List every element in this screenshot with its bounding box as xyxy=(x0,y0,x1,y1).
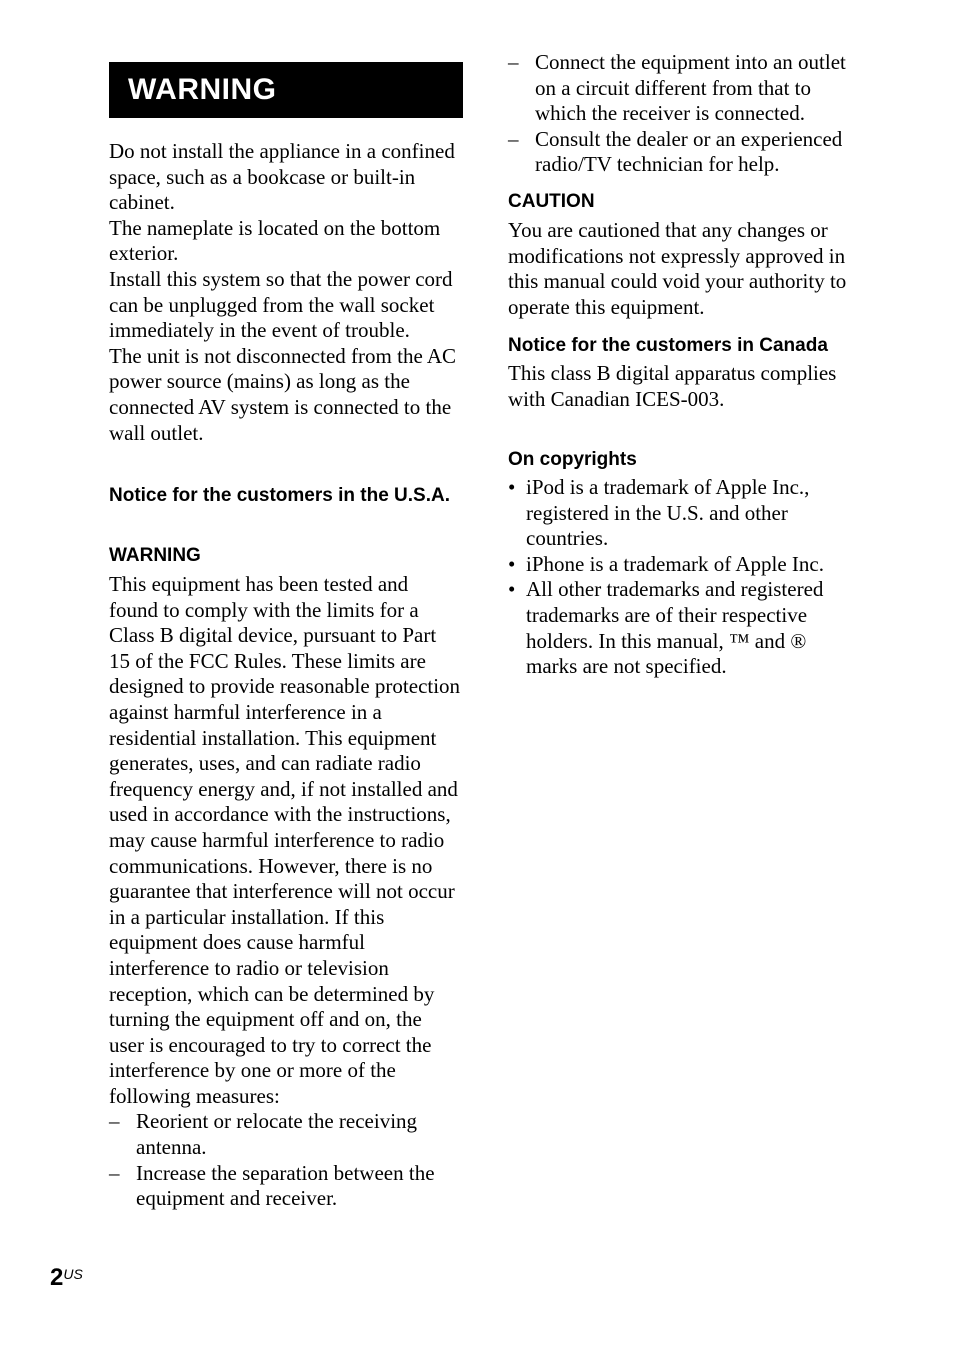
list-item xyxy=(508,552,860,578)
dash-marker: – xyxy=(508,50,519,74)
canada-paragraph: This class B digital apparatus complies with Canadian ICES-003. xyxy=(508,361,837,411)
measure-text: Increase the separation between the equipment and receiver. xyxy=(136,1160,435,1211)
list-item xyxy=(109,1109,461,1160)
copyright-text: All other trademarks and registered trademarks are of their respective holders. In this manual, ™ and ® marks are not specified. xyxy=(526,577,824,679)
measure-text: Reorient or relocate the receiving antenna. xyxy=(136,1109,418,1160)
dash-marker: – xyxy=(109,1109,120,1134)
copyright-text: iPod is a trademark of Apple Inc., registered in the U.S. and other countries. xyxy=(526,475,810,551)
warning-banner xyxy=(109,62,463,118)
canada-section xyxy=(508,334,860,412)
measure-text: Connect the equipment into an outlet on a circuit different from that to which the receiver is connected. xyxy=(535,50,846,126)
caution-heading: CAUTION xyxy=(508,191,595,212)
page-number xyxy=(50,1264,83,1292)
list-item xyxy=(508,127,860,178)
bullet-marker: • xyxy=(508,475,516,499)
list-item xyxy=(508,50,860,127)
dash-marker: – xyxy=(109,1160,120,1185)
list-item xyxy=(109,1161,461,1212)
fcc-paragraph: This equipment has been tested and found to comply with the limits for a Class B digital device, pursuant to Part 15 of the FCC Rules. These limits are designed to provide reasonable protection against harmful interference in a residential installation. This equipment generates, uses, and can radiate radio frequency energy and, if not installed and used in accordance with the instructions, may cause harmful interference to radio communications. However, there is no guarantee that interference will not occur in a particular installation. If this equipment does cause harmful interference to radio or television reception, which can be determined by turning the equipment off and on, the user is encouraged to try to correct the interference by one or more of the following measures: xyxy=(109,572,461,1108)
caution-section xyxy=(508,190,860,320)
page-number-value: 2 xyxy=(50,1264,64,1291)
list-item xyxy=(508,475,860,552)
intro-block xyxy=(109,139,461,446)
usa-notice-heading: Notice for the customers in the U.S.A. xyxy=(109,485,450,506)
bullet-marker: • xyxy=(508,551,516,576)
copyright-list xyxy=(508,475,860,680)
measure-text: Consult the dealer or an experienced radio/TV technician for help. xyxy=(535,126,843,177)
measures-list-left xyxy=(109,1109,461,1211)
dash-marker: – xyxy=(508,126,519,151)
copyright-section xyxy=(508,448,860,680)
list-item xyxy=(508,577,860,679)
page-region-label: US xyxy=(63,1266,83,1282)
fcc-warning-heading: WARNING xyxy=(109,545,201,566)
fcc-section xyxy=(109,544,461,1212)
measures-list-right xyxy=(508,50,860,178)
intro-paragraph-2: The nameplate is located on the bottom exterior. xyxy=(109,215,441,266)
usa-section xyxy=(109,484,461,508)
canada-notice-heading: Notice for the customers in Canada xyxy=(508,335,828,356)
intro-paragraph-3: Install this system so that the power cord can be unplugged from the wall socket immediately in the event of trouble. xyxy=(109,266,453,343)
intro-paragraph-1: Do not install the appliance in a confined space, such as a bookcase or built-in cabinet. xyxy=(109,139,455,215)
caution-paragraph: You are cautioned that any changes or modifications not expressly approved in this manual could void your authority to operate this equipment. xyxy=(508,218,847,319)
warning-banner-title: WARNING xyxy=(128,73,277,106)
copyright-text: iPhone is a trademark of Apple Inc. xyxy=(526,551,824,576)
intro-paragraph-4: The unit is not disconnected from the AC power source (mains) as long as the connected AV system is connected to the wall outlet. xyxy=(109,343,457,445)
bullet-marker: • xyxy=(508,577,516,602)
copyright-heading: On copyrights xyxy=(508,449,637,470)
